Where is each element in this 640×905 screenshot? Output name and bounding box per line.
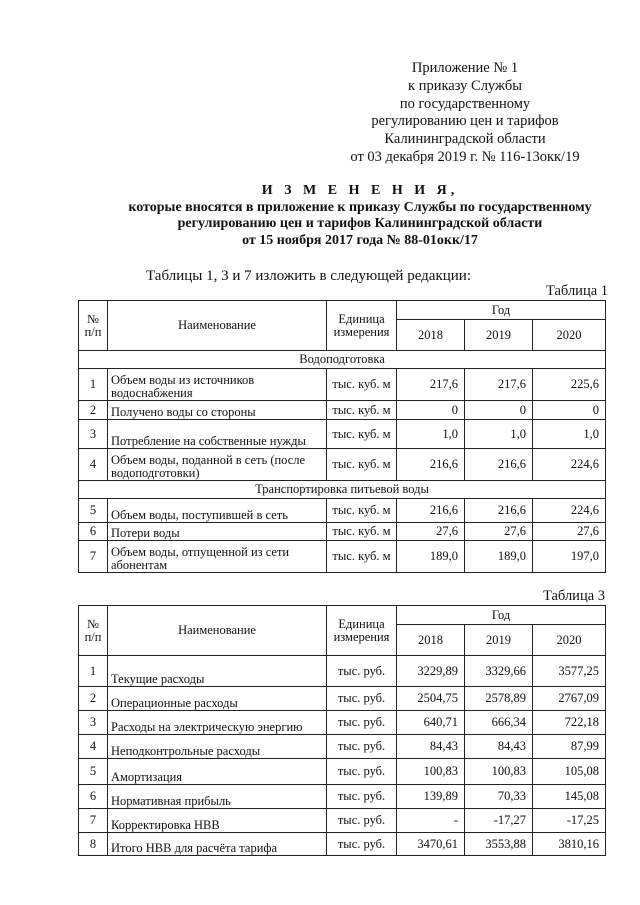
row-name: Амортизация — [108, 759, 327, 785]
row-unit: тыс. руб. — [327, 687, 397, 711]
table-row — [79, 369, 606, 401]
row-value: 145,08 — [533, 785, 606, 809]
row-value: 27,6 — [465, 523, 533, 541]
table-3 — [78, 605, 606, 856]
row-value: 0 — [533, 401, 606, 420]
row-value: 216,6 — [397, 449, 465, 481]
heading-line: которые вносятся в приложение к приказу Службы по государственному — [128, 199, 592, 215]
row-value: 1,0 — [465, 420, 533, 449]
section-title: Водоподготовка — [79, 351, 606, 369]
row-number: 6 — [79, 785, 108, 809]
approval-line: регулированию цен и тарифов — [371, 113, 559, 130]
table-row — [79, 499, 606, 523]
row-unit: тыс. куб. м — [327, 541, 397, 573]
approval-line: от 03 декабря 2019 г. № 116-13окк/19 — [350, 148, 580, 165]
header-year-value: 2019 — [465, 625, 533, 656]
row-name: Текущие расходы — [108, 656, 327, 687]
row-value: - — [397, 809, 465, 833]
table-row — [79, 656, 606, 687]
header-unit: Единица измерения — [327, 301, 397, 351]
table-row — [79, 759, 606, 785]
row-unit: тыс. куб. м — [327, 523, 397, 541]
row-value: 3329,66 — [465, 656, 533, 687]
table-row — [79, 687, 606, 711]
row-value: 139,89 — [397, 785, 465, 809]
row-number: 8 — [79, 833, 108, 856]
row-value: 100,83 — [465, 759, 533, 785]
row-name: Потери воды — [108, 523, 327, 541]
row-name: Итого НВВ для расчёта тарифа — [108, 833, 327, 856]
header-row — [79, 301, 606, 320]
row-value: 27,6 — [533, 523, 606, 541]
row-value: 100,83 — [397, 759, 465, 785]
row-value: 666,34 — [465, 711, 533, 735]
row-unit: тыс. руб. — [327, 833, 397, 856]
row-value: 722,18 — [533, 711, 606, 735]
table-row — [79, 401, 606, 420]
row-name: Нормативная прибыль — [108, 785, 327, 809]
row-name: Получено воды со стороны — [108, 401, 327, 420]
row-name: Объем воды, поданной в сеть (после водоподготовки) — [108, 449, 327, 481]
table-row — [79, 711, 606, 735]
row-number: 2 — [79, 401, 108, 420]
row-number: 2 — [79, 687, 108, 711]
header-year-value: 2020 — [533, 320, 606, 351]
row-unit: тыс. куб. м — [327, 449, 397, 481]
row-name: Неподконтрольные расходы — [108, 735, 327, 759]
row-value: 1,0 — [533, 420, 606, 449]
row-value: 189,0 — [397, 541, 465, 573]
table-row — [79, 420, 606, 449]
row-value: 216,6 — [397, 499, 465, 523]
row-number: 5 — [79, 499, 108, 523]
row-value: 70,33 — [465, 785, 533, 809]
row-value: 640,71 — [397, 711, 465, 735]
header-year-value: 2018 — [397, 625, 465, 656]
header-year-value: 2018 — [397, 320, 465, 351]
header-year-value: 2019 — [465, 320, 533, 351]
approval-block — [330, 60, 600, 167]
row-name: Объем воды, отпущенной из сети абонентам — [108, 541, 327, 573]
heading-title: И З М Е Н Е Н И Я, — [261, 183, 459, 198]
table-row — [79, 833, 606, 856]
row-number: 3 — [79, 420, 108, 449]
row-unit: тыс. куб. м — [327, 499, 397, 523]
row-name: Корректировка НВВ — [108, 809, 327, 833]
row-value: 3470,61 — [397, 833, 465, 856]
heading-line: регулированию цен и тарифов Калининградской области — [177, 216, 543, 231]
row-value: 216,6 — [465, 499, 533, 523]
header-row — [79, 606, 606, 625]
table-row — [79, 809, 606, 833]
row-name: Объем воды, поступившей в сеть — [108, 499, 327, 523]
row-value: 3577,25 — [533, 656, 606, 687]
header-year: Год — [397, 606, 606, 625]
row-value: 87,99 — [533, 735, 606, 759]
row-unit: тыс. руб. — [327, 785, 397, 809]
row-value: 3229,89 — [397, 656, 465, 687]
row-unit: тыс. руб. — [327, 735, 397, 759]
header-name: Наименование — [108, 301, 327, 351]
header-num: № п/п — [79, 606, 108, 656]
row-value: 2578,89 — [465, 687, 533, 711]
row-value: 0 — [397, 401, 465, 420]
header-year: Год — [397, 301, 606, 320]
row-value: 189,0 — [465, 541, 533, 573]
section-title: Транспортировка питьевой воды — [79, 481, 606, 499]
heading-line: от 15 ноября 2017 года № 88-01окк/17 — [242, 232, 478, 248]
table-row — [79, 735, 606, 759]
row-number: 4 — [79, 449, 108, 481]
row-value: 84,43 — [465, 735, 533, 759]
row-value: 1,0 — [397, 420, 465, 449]
row-unit: тыс. руб. — [327, 809, 397, 833]
row-value: 84,43 — [397, 735, 465, 759]
row-name: Операционные расходы — [108, 687, 327, 711]
row-number: 6 — [79, 523, 108, 541]
intro-text: Таблицы 1, 3 и 7 изложить в следующей редакции: — [146, 268, 471, 284]
row-value: -17,25 — [533, 809, 606, 833]
section-row — [79, 351, 606, 369]
table-row — [79, 785, 606, 809]
header-unit: Единица измерения — [327, 606, 397, 656]
row-number: 4 — [79, 735, 108, 759]
table-1 — [78, 300, 606, 573]
row-value: 3553,88 — [465, 833, 533, 856]
row-value: 3810,16 — [533, 833, 606, 856]
row-number: 7 — [79, 541, 108, 573]
row-value: 224,6 — [533, 499, 606, 523]
approval-line: Калининградской области — [384, 131, 546, 148]
header-num: № п/п — [79, 301, 108, 351]
row-value: 216,6 — [465, 449, 533, 481]
row-number: 1 — [79, 656, 108, 687]
header-name: Наименование — [108, 606, 327, 656]
row-unit: тыс. руб. — [327, 711, 397, 735]
row-unit: тыс. куб. м — [327, 401, 397, 420]
row-name: Потребление на собственные нужды — [108, 420, 327, 449]
table-row — [79, 541, 606, 573]
row-value: -17,27 — [465, 809, 533, 833]
section-row — [79, 481, 606, 499]
row-unit: тыс. руб. — [327, 759, 397, 785]
row-unit: тыс. куб. м — [327, 420, 397, 449]
row-value: 27,6 — [397, 523, 465, 541]
table3-caption: Таблица 3 — [543, 588, 606, 604]
row-value: 225,6 — [533, 369, 606, 401]
row-value: 197,0 — [533, 541, 606, 573]
row-value: 105,08 — [533, 759, 606, 785]
table-row — [79, 523, 606, 541]
approval-line: к приказу Службы — [408, 77, 522, 94]
row-number: 1 — [79, 369, 108, 401]
row-value: 2504,75 — [397, 687, 465, 711]
row-unit: тыс. руб. — [327, 656, 397, 687]
row-name: Расходы на электрическую энергию — [108, 711, 327, 735]
approval-line: по государственному — [399, 95, 531, 112]
document-heading — [60, 183, 640, 249]
row-number: 3 — [79, 711, 108, 735]
row-value: 224,6 — [533, 449, 606, 481]
header-year-value: 2020 — [533, 625, 606, 656]
table-row — [79, 449, 606, 481]
approval-line: Приложение № 1 — [411, 60, 519, 76]
row-name: Объем воды из источников водоснабжения — [108, 369, 327, 401]
row-value: 217,6 — [465, 369, 533, 401]
row-number: 5 — [79, 759, 108, 785]
row-value: 2767,09 — [533, 687, 606, 711]
table1-caption: Таблица 1 — [546, 283, 609, 299]
row-value: 0 — [465, 401, 533, 420]
row-value: 217,6 — [397, 369, 465, 401]
row-number: 7 — [79, 809, 108, 833]
row-unit: тыс. куб. м — [327, 369, 397, 401]
